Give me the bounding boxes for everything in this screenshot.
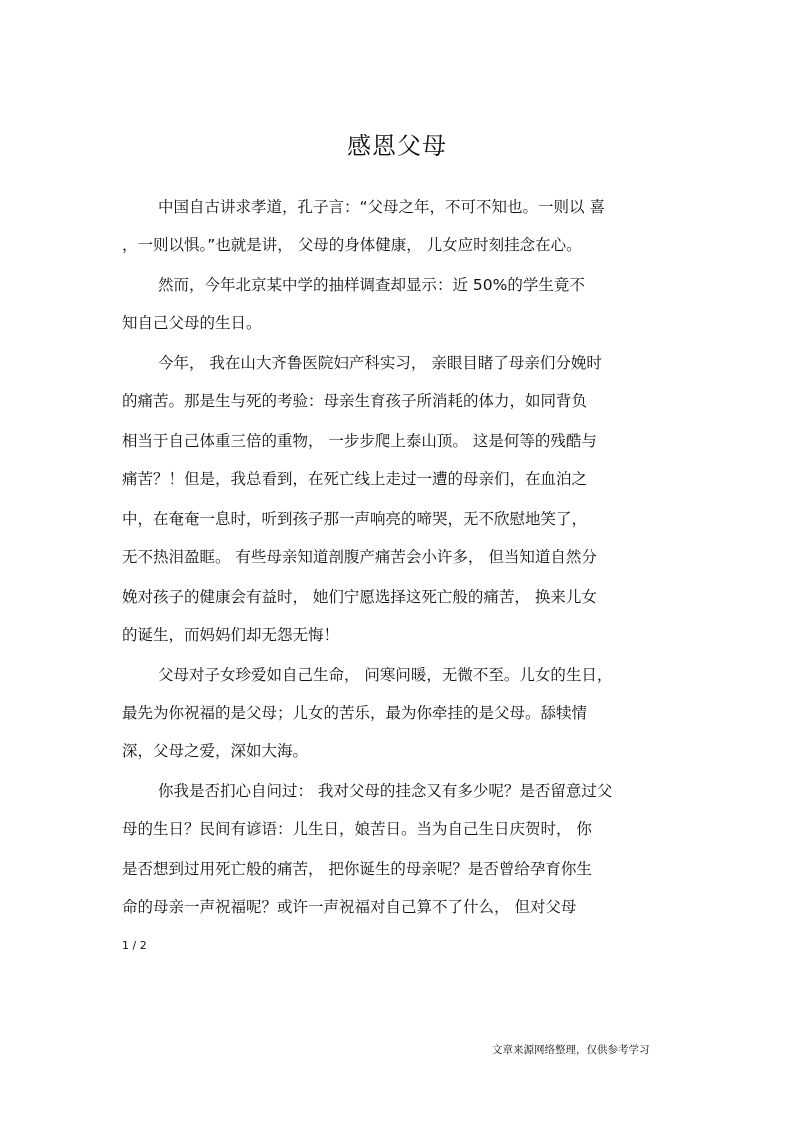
text-line-3: 然而，今年北京某中学的抽样调查却显示：近 50%的学生竟不	[158, 276, 585, 294]
page-number: 1 / 2	[122, 939, 147, 952]
text-line-12: 的诞生，而妈妈们却无怨无悔！	[122, 626, 340, 644]
text-line-17: 母的生日？民间有谚语：儿生日，娘苦日。当为自己生日庆贺时， 你	[122, 820, 592, 838]
text-line-8: 痛苦？！但是，我总看到，在死亡线上走过一遭的母亲们，在血泊之	[122, 470, 588, 488]
document-title: 感恩父母	[347, 132, 447, 160]
footer-note: 文章来源网络整理，仅供参考学习	[492, 1044, 650, 1056]
text-line-14: 最先为你祝福的是父母；儿女的苦乐，最为你牵挂的是父母。舔犊情	[122, 704, 588, 722]
text-line-13: 父母对子女珍爱如自己生命， 问寒问暖，无微不至。儿女的生日，	[158, 666, 613, 684]
text-line-16: 你我是否扪心自问过： 我对父母的挂念又有多少呢？是否留意过父	[158, 782, 613, 800]
text-line-15: 深，父母之爱，深如大海。	[122, 742, 309, 760]
text-line-6: 的痛苦。那是生与死的考验：母亲生育孩子所消耗的体力，如同背负	[122, 392, 588, 410]
text-line-18: 是否想到过用死亡般的痛苦， 把你诞生的母亲呢？是否曾给孕育你生	[122, 860, 592, 878]
text-line-11: 娩对孩子的健康会有益时， 她们宁愿选择这死亡般的痛苦， 换来儿女	[122, 588, 597, 606]
text-line-4: 知自己父母的生日。	[122, 314, 262, 332]
text-line-9: 中，在奄奄一息时，听到孩子那一声响亮的啼哭，无不欣慰地笑了，	[122, 510, 588, 528]
text-line-5: 今年， 我在山大齐鲁医院妇产科实习， 亲眼目睹了母亲们分娩时	[158, 354, 602, 372]
text-line-1: 中国自古讲求孝道，孔子言：“父母之年，不可不知也。一则以 喜	[158, 198, 605, 216]
text-line-10: 无不热泪盈眶。 有些母亲知道剖腹产痛苦会小许多， 但当知道自然分	[122, 548, 597, 566]
text-line-2: ，一则以惧。”也就是讲， 父母的身体健康， 儿女应时刻挂念在心。	[122, 236, 582, 254]
text-line-7: 相当于自己体重三倍的重物， 一步步爬上泰山顶。 这是何等的残酷与	[122, 432, 597, 450]
text-line-19: 命的母亲一声祝福呢？或许一声祝福对自己算不了什么， 但对父母	[122, 898, 577, 916]
